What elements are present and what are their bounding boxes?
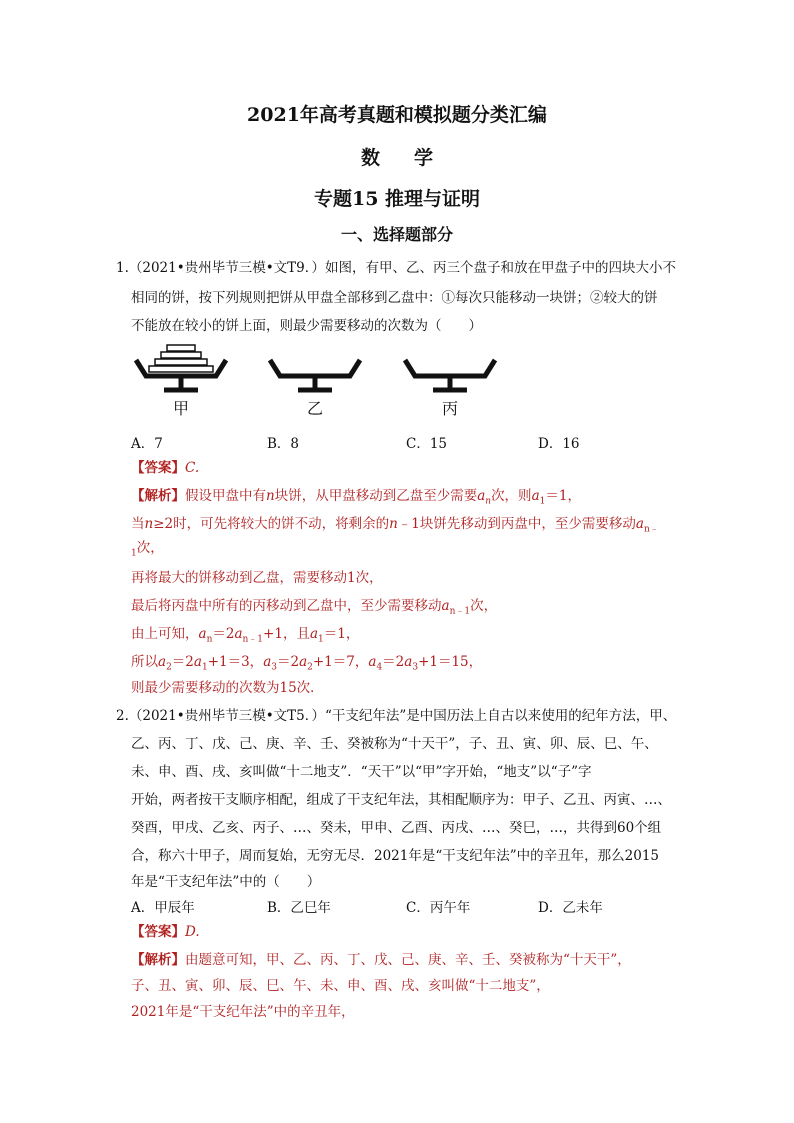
- text: +1＝3，: [207, 654, 264, 670]
- var: a: [299, 654, 308, 670]
- plate-label-yi: 乙: [306, 399, 324, 418]
- var: a: [158, 654, 167, 670]
- subscript: 3: [412, 662, 419, 673]
- q1-analysis-line-1: [131, 486, 581, 512]
- q1-text-line-3: 不能放在较小的饼上面，则最少需要移动的次数为（ ）: [131, 318, 482, 334]
- var: n: [389, 516, 398, 532]
- q1-option-a: A．7: [131, 436, 163, 452]
- q2-answer: [131, 922, 200, 942]
- q1-option-c: C．15: [406, 436, 448, 452]
- answer-value: C.: [185, 460, 200, 476]
- pancake-stack: [149, 345, 213, 372]
- text: +1＝7，: [312, 654, 369, 670]
- text: ＝2: [212, 626, 235, 642]
- plate-label-jia: 甲: [172, 399, 190, 418]
- var: a: [404, 654, 413, 670]
- section-title: 一、选择题部分: [340, 225, 453, 244]
- plate-bing: [405, 360, 495, 390]
- subscript: 1: [131, 548, 137, 559]
- q1-analysis-line-7: 则最少需要移动的次数为15次．: [131, 680, 324, 696]
- q1-option-b: B．8: [267, 436, 300, 452]
- text: 由上可知，: [131, 626, 199, 642]
- q2-text-line-2: 乙、丙、丁、戊、己、庚、辛、壬、癸被称为“十天干”，子、丑、寅、卯、辰、巳、午、: [131, 736, 658, 752]
- plate-yi: [270, 360, 360, 390]
- q1-analysis-line-5: [131, 624, 359, 650]
- q2-text-line-4: 开始，两者按干支顺序相配，组成了干支纪年法，其相配顺序为：甲子、乙丑、丙寅、…、: [131, 792, 671, 808]
- text: 次，: [136, 540, 164, 556]
- q1-analysis-line-3: 再将最大的饼移动到乙盘，需要移动1次，: [131, 570, 383, 586]
- answer-label: 【答案】: [131, 924, 185, 940]
- var: a: [309, 626, 319, 642]
- var: n: [266, 488, 275, 504]
- subscript: 2: [166, 662, 172, 673]
- var: a: [477, 488, 486, 504]
- text: ＝2: [171, 654, 194, 670]
- var: a: [234, 626, 243, 642]
- text: ＝1，: [545, 488, 581, 504]
- q2-text-line-6: 合，称六十甲子，周而复始，无穷无尽．2021年是“干支纪年法”中的辛丑年，那么2015: [131, 848, 660, 864]
- text: 当: [131, 516, 145, 532]
- var: a: [193, 654, 202, 670]
- text: ≥2时，可先将较大的饼不动，将剩余的: [153, 516, 390, 532]
- q2-option-a: A．甲辰年: [131, 900, 195, 916]
- text: 最后将丙盘中所有的丙移动到乙盘中，至少需要移动: [131, 598, 442, 614]
- q1-option-d: D．16: [538, 436, 580, 452]
- text: 假设甲盘中有: [185, 488, 266, 504]
- q1-analysis-line-6: [131, 652, 482, 678]
- q2-text-line-5: 癸酉，甲戌、乙亥、丙子、…、癸未，甲申、乙酉、丙戌、…、癸巳，…，共得到60个组: [131, 820, 662, 836]
- document-title: 2021年高考真题和模拟题分类汇编: [247, 104, 547, 126]
- subscript: 1: [201, 662, 208, 673]
- plates-figure: [130, 338, 510, 423]
- subscript: 1: [539, 496, 546, 507]
- text: 次，: [470, 598, 498, 614]
- var: a: [441, 598, 450, 614]
- subscript: n: [485, 496, 492, 507]
- text: 所以: [131, 654, 158, 670]
- text: ＝2: [382, 654, 405, 670]
- var: a: [263, 654, 272, 670]
- answer-label: 【答案】: [131, 460, 185, 476]
- subscript: n﹣1: [449, 606, 471, 617]
- var: a: [635, 516, 644, 532]
- analysis-label: 【解析】: [131, 488, 185, 504]
- text: ﹣1块饼先移动到丙盘中，至少需要移动: [397, 516, 636, 532]
- topic-title: 专题15 推理与证明: [313, 188, 481, 210]
- subscript: n﹣: [643, 524, 659, 535]
- q2-text-line-1: 2.（2021•贵州毕节三模•文T5．）“干支纪年法”是中国历法上自古以来使用的纪年方法，甲、: [116, 708, 677, 724]
- q2-analysis-line-2: 子、丑、寅、卯、辰、巳、午、未、申、酉、戌、亥叫做“十二地支”，: [131, 978, 550, 994]
- subject-title: 数学: [360, 147, 467, 169]
- text: +1，且: [263, 626, 310, 642]
- q1-analysis-line-4: [131, 596, 497, 622]
- q2-option-d: D．乙未年: [538, 900, 603, 916]
- analysis-label: 【解析】: [131, 952, 185, 968]
- q2-analysis-line-3: 2021年是“干支纪年法”中的辛丑年，: [131, 1004, 355, 1020]
- text: 次，则: [491, 488, 532, 504]
- q2-text-line-7: 年是“干支纪年法”中的（ ）: [131, 874, 321, 890]
- var: a: [531, 488, 540, 504]
- q2-analysis-line-1: [131, 950, 631, 970]
- q2-option-b: B．乙巳年: [267, 900, 331, 916]
- q2-text-line-3: 未、申、酉、戌、亥叫做“十二地支”．“天干”以“甲”字开始，“地支”以“子”字: [131, 764, 592, 780]
- plate-label-bing: 丙: [441, 399, 459, 418]
- text: +1＝15，: [418, 654, 483, 670]
- var: n: [144, 516, 154, 532]
- answer-value: D.: [185, 924, 200, 940]
- var: a: [198, 626, 207, 642]
- subscript: n﹣1: [242, 634, 264, 645]
- q2-option-c: C．丙午年: [406, 900, 471, 916]
- q1-text-line-1: 1.（2021•贵州毕节三模•文T9．）如图，有甲、乙、丙三个盘子和放在甲盘子中的四块大小不: [116, 260, 677, 276]
- q1-analysis-line-2b: [131, 538, 164, 564]
- var: a: [368, 654, 377, 670]
- q1-text-line-2: 相同的饼，按下列规则把饼从甲盘全部移到乙盘中：①每次只能移动一块饼；②较大的饼: [131, 290, 658, 306]
- text: ＝1，: [323, 626, 360, 642]
- subscript: 4: [376, 662, 383, 673]
- q1-answer: [131, 458, 199, 478]
- q1-analysis-line-2: [131, 514, 659, 540]
- text: 由题意可知，甲、乙、丙、丁、戊、己、庚、辛、壬、癸被称为“十天干”，: [185, 952, 631, 968]
- text: 块饼，从甲盘移动到乙盘至少需要: [274, 488, 478, 504]
- subscript: 1: [318, 634, 324, 645]
- subscript: 2: [307, 662, 313, 673]
- subscript: 3: [271, 662, 277, 673]
- subscript: n: [206, 634, 213, 645]
- text: ＝2: [276, 654, 300, 670]
